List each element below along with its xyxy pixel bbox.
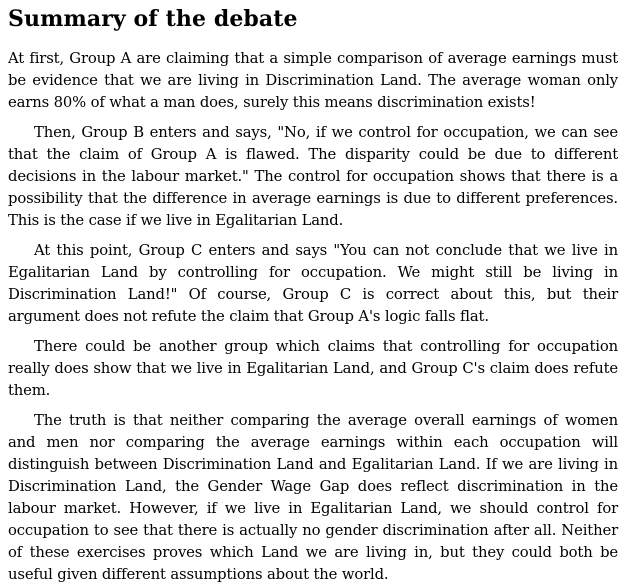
paragraph-group-b: Then, Group B enters and says, "No, if we control for occupation, we can see that the claim of Group A is flawed. The disparity could be due to different decisions in the labour market." The control for occupation shows that there is a possibility that the difference in average earnings is due to different preferences. This is the case if we live in Egalitarian Land. [8,124,618,229]
paragraph-group-c: At this point, Group C enters and says "You can not conclude that we live in Egalitarian Land by controlling for occupation. We might still be living in Discrimination Land!" Of course, Group C is correct about this, but their argument does not refute the claim that Group A's logic falls flat. [8,242,618,325]
paragraph-another-group: There could be another group which claims that controlling for occupation really does show that we live in Egalitarian Land, and Group C's claim does refute them. [8,338,618,399]
paragraph-group-a: At first, Group A are claiming that a simple comparison of average earnings must be evidence that we are living in Discrimination Land. The average woman only earns 80% of what a man does, surely this means discrimination exists! [8,50,618,111]
section-heading: Summary of the debate [8,6,298,32]
paragraph-conclusion: The truth is that neither comparing the average overall earnings of women and men nor comparing the average earnings within each occupation will distinguish between Discrimination Land and Egalitarian Land. If we are living in Discrimination Land, the Gender Wage Gap does reflect discrimination in the labour market. However, if we live in Egalitarian Land, we should control for occupation to see that there is actually no gender discrimination after all. Neither of these exercises proves which Land we are living in, but they could both be useful given different assumptions about the world. [8,412,618,583]
